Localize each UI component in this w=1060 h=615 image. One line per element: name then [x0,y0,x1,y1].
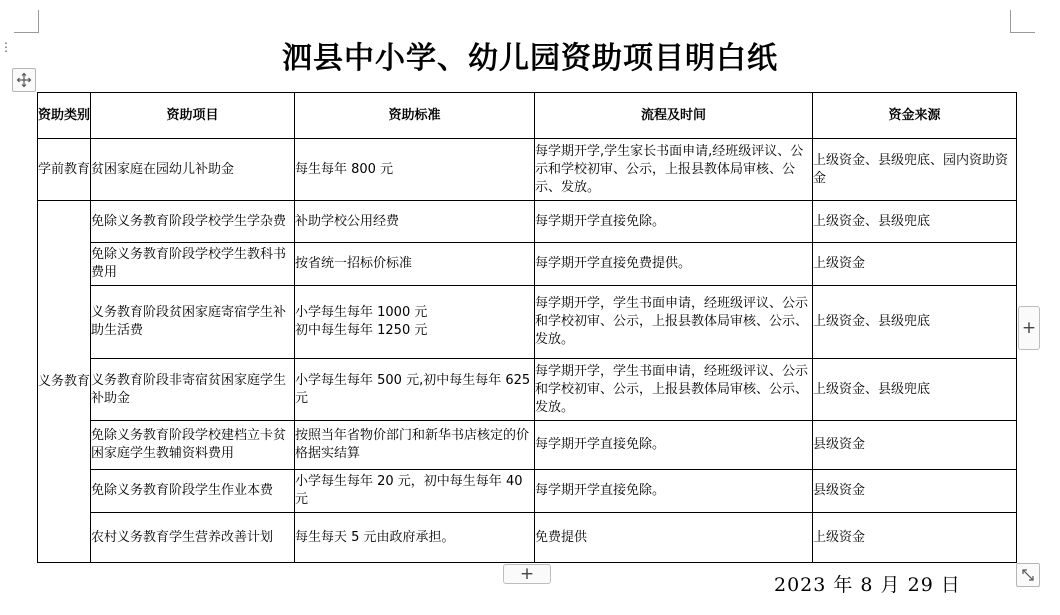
funding-cell[interactable]: 上级资金 [813,513,1017,563]
table-row [38,286,1017,359]
page-corner-mark-top-left [14,10,39,33]
item-cell[interactable]: 免除义务教育阶段学校学生教科书费用 [91,243,295,286]
add-column-button[interactable]: + [1018,306,1040,350]
page-corner-mark-top-right [1010,10,1035,33]
item-cell[interactable]: 农村义务教育学生营养改善计划 [91,513,295,563]
item-cell[interactable]: 义务教育阶段非寄宿贫困家庭学生补助金 [91,359,295,421]
standard-cell[interactable]: 每生每天 5 元由政府承担。 [295,513,535,563]
table-row [38,359,1017,421]
header-category: 资助类别 [38,93,91,139]
standard-cell[interactable] [295,286,535,359]
table-row [38,470,1017,513]
item-cell[interactable]: 义务教育阶段贫困家庭寄宿学生补助生活费 [91,286,295,359]
funding-cell[interactable]: 上级资金、县级兜底 [813,286,1017,359]
item-cell[interactable]: 免除义务教育阶段学校学生学杂费 [91,201,295,243]
subsidy-table [37,92,1017,563]
table-row [38,513,1017,563]
process-cell[interactable]: 每学期开学，学生书面申请，经班级评议、公示和学校初审、公示，上报县教体局审核、公示、发放。 [535,286,813,359]
process-cell[interactable]: 每学期开学，学生书面申请，经班级评议、公示和学校初审、公示，上报县教体局审核、公示、发放。 [535,359,813,421]
document-title: 泗县中小学、幼儿园资助项目明白纸 [282,41,778,76]
funding-cell[interactable]: 上级资金 [813,243,1017,286]
table-row [38,243,1017,286]
header-process: 流程及时间 [535,93,813,139]
funding-cell[interactable]: 县级资金 [813,421,1017,470]
process-cell[interactable]: 每学期开学,学生家长书面申请,经班级评议、公示和学校初审、公示，上报县教体局审核、公示、发放。 [535,139,813,201]
item-cell[interactable]: 免除义务教育阶段学生作业本费 [91,470,295,513]
header-standard: 资助标准 [295,93,535,139]
item-cell[interactable]: 贫困家庭在园幼儿补助金 [91,139,295,201]
process-cell[interactable]: 每学期开学直接免除。 [535,421,813,470]
category-cell-compulsory[interactable]: 义务教育 [38,201,91,563]
process-cell[interactable]: 每学期开学直接免除。 [535,470,813,513]
table-row [38,201,1017,243]
document-date: 2023 年 8 月 29 日 [774,574,961,596]
category-cell-preschool[interactable]: 学前教育 [38,139,91,201]
process-cell[interactable]: 免费提供 [535,513,813,563]
process-cell[interactable]: 每学期开学直接免费提供。 [535,243,813,286]
funding-cell[interactable]: 上级资金、县级兜底 [813,359,1017,421]
header-row [38,93,1017,139]
header-item: 资助项目 [91,93,295,139]
standard-cell[interactable]: 按省统一招标价标准 [295,243,535,286]
table-resize-handle-icon[interactable] [1016,563,1040,587]
add-row-button[interactable]: + [503,564,551,584]
table-row [38,421,1017,470]
process-cell[interactable]: 每学期开学直接免除。 [535,201,813,243]
standard-cell[interactable]: 按照当年省物价部门和新华书店核定的价格据实结算 [295,421,535,470]
diagonal-resize-icon [1021,568,1035,582]
standard-cell[interactable]: 补助学校公用经费 [295,201,535,243]
funding-cell[interactable]: 县级资金 [813,470,1017,513]
funding-cell[interactable]: 上级资金、县级兜底 [813,201,1017,243]
item-cell[interactable]: 免除义务教育阶段学校建档立卡贫困家庭学生教辅资料费用 [91,421,295,470]
funding-cell[interactable]: 上级资金、县级兜底、园内资助资金 [813,139,1017,201]
standard-line-primary: 小学每生每年 1000 元 [295,305,428,320]
standard-line-junior: 初中每生每年 1250 元 [295,323,428,338]
standard-cell[interactable]: 小学每生每年 500 元,初中每生每年 625 元 [295,359,535,421]
header-funding: 资金来源 [813,93,1017,139]
table-row [38,139,1017,201]
drag-dots-icon[interactable]: ⋮ [0,40,12,54]
standard-cell[interactable]: 每生每年 800 元 [295,139,535,201]
standard-cell[interactable]: 小学每生每年 20 元，初中每生每年 40 元 [295,470,535,513]
